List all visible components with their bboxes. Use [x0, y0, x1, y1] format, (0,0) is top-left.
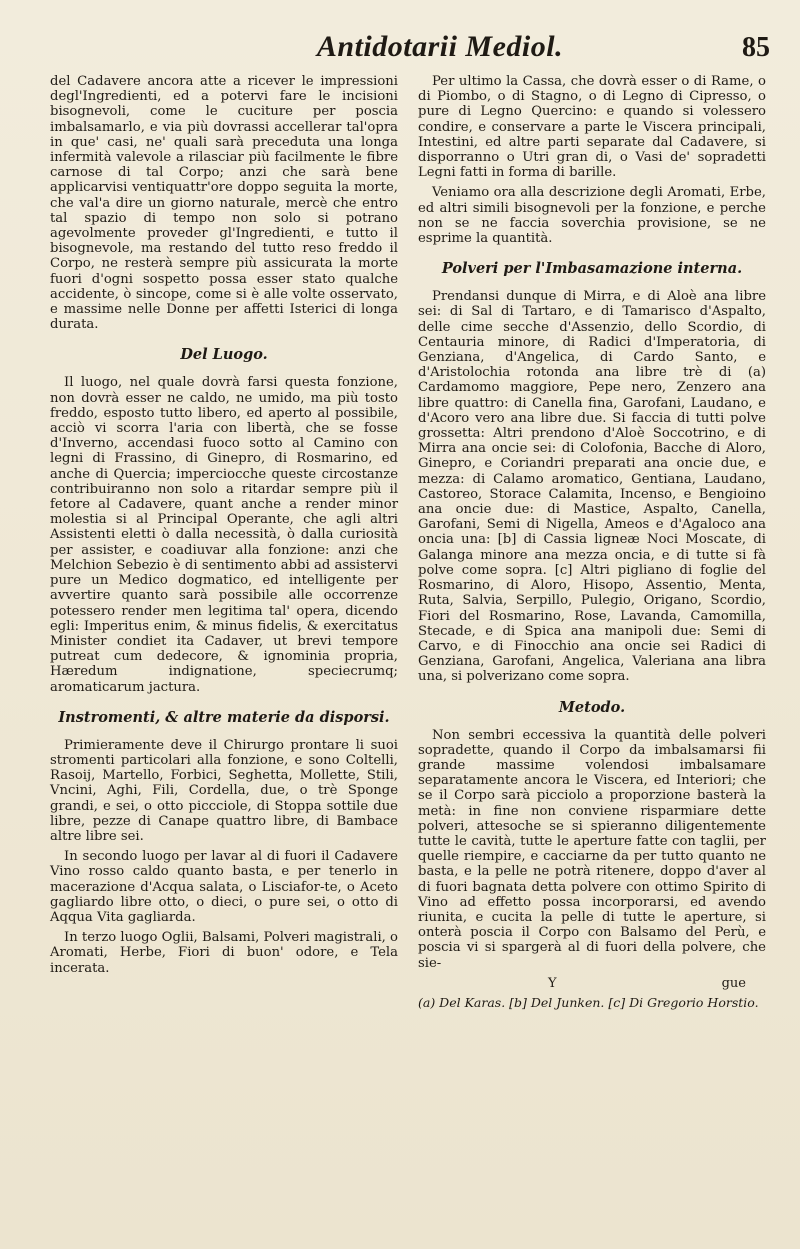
footnotes: (a) Del Karas. [b] Del Junken. [c] Di Gregorio Horstio. — [418, 994, 759, 1010]
section-heading-metodo: Metodo. — [558, 698, 626, 716]
paragraph: Prendansi dunque di Mirra, e di Aloè ana libre sei: di Sal di Tartaro, e di Tamarisco d'Aspalto, delle cime secche d'Assenzio, dello Scordio, di Centauria minore, di Radici d'Imperatoria, di Genziana, d'Angelica, di Cardo Santo, e d'Aristolochia rotonda ana libre trè di (a) Cardamomo maggiore, Pepe nero, Zenzero ana libre quattro: di Canella fina, Garofani, Laudano, e d'Acoro vero ana libre due. Si faccia di tutti polve grossetta: Altri prendono d'Aloè Soccotrino, e di Mirra ana oncie sei: di Colofonia, Bacche di Aloro, Ginepro, e Coriandri preparati ana oncie due, e mezza: di Calamo aromatico, Gentiana, Laudano, Castoreo, Storace Calamita, Incenso, e Bengioino ana oncie due: di Mastice, Aspalto, Canella, Garofani, Semi di Nigella, Ameos e d'Agaloco ana oncia una: [b] di Cassia ligneæ Noci Moscate, di Galanga minore ana mezza oncia, e di tutte si fà polve come sopra. [c] Altri pigliano di foglie del Rosmarino, di Aloro, Hisopo, Assentio, Menta, Ruta, Salvia, Serpillo, Pulegio, Origano, Scordio, Fiori del Rosmarino, Rose, Lavanda, Camomilla, Stecade, e di Spica ana manipoli due: Semi di Carvo, e di Finocchio ana oncie sei Radici di Genziana, Garofani, Angelica, Valeriana ana libra una, si polverizano come sopra. — [418, 289, 766, 685]
paragraph: Primieramente deve il Chirurgo prontare li suoi stromenti particolari alla fonzione, e sono Coltelli, Rasoij, Martello, Forbici, Seghetta, Mollette, Stili, Vncini, Aghi, Fili, Cordella, due, o trè Sponge grandi, e sei, o otto piccciole, di Stoppa sottile due libre, pezze di Canape quattro libre, di Bambace altre libre sei. — [50, 737, 398, 844]
signature-line — [418, 976, 766, 991]
page-number: 85 — [742, 32, 770, 63]
text-columns — [50, 74, 770, 1015]
section-heading-luogo: Del Luogo. — [180, 346, 268, 364]
left-column — [50, 74, 398, 1015]
signature-mark: Y — [548, 975, 557, 991]
paragraph: Il luogo, nel quale dovrà farsi questa fonzione, non dovrà esser ne caldo, ne umido, ma più tosto freddo, esposto tutto libero, ed aperto al possibile, acciò vi scorra l'aria con libertà, che se fosse d'Inverno, accendasi fuoco sotto al Camino con legni di Frassino, di Ginepro, di Rosmarino, ed anche di Quercia; imperciocche queste circostanze contribuiranno non solo a ritardar sempre più il fetore al Cadavere, quant anche a render minor molestia si al Principal Operante, che agli altri Assistenti eletti ò dalla necessità, ò dalla curiosità per assister, e coadiuvar alla fonzione: anzi che Melchion Sebezio è di sentimento abbi ad assistervi pure un Medico dogmatico, ed intelligente per avvertire quanto sarà possibile alle occorrenze potessero render men legitima tal' opera, dicendo egli: Imperitus enim, & minus fidelis, & exercitatus Minister condiet ita Cadaver, ut brevi tempore putreat cum dedecore, & ignominia propria, Hæredum indignatione, speciecrumq; aromaticarum jactura. — [50, 375, 398, 695]
running-head — [50, 30, 770, 74]
catchword: gue — [721, 975, 746, 991]
section-heading-instromenti: Instromenti, & altre materie da disporsi. — [58, 708, 390, 726]
running-title: Antidotarii Mediol. — [316, 30, 564, 63]
paragraph: Non sembri eccessiva la quantità delle polveri sopradette, quando il Corpo da imbalsamarsi fii grande massime volendosi imbalsamare separatamente ancora le Viscera, ed Interiori; che se il Corpo sarà picciolo a proporzione basterà la metà: in fine non conviene risparmiare dette polveri, attesoche se si spieranno diligentemente tutte le cavità, tutte le aperture fatte con taglii, per quelle riempire, e cacciarne da per tutto quanto ne basta, e la pelle ne potrà ritenere, doppo d'aver al di fuori bagnata detta polvere con ottimo Spirito di Vino ad effetto possa incorporarsi, ed avendo riunita, e cucita la pelle di tutte le aperture, si onterà poscia il Corpo con Balsamo del Perù, e poscia vi si spargerà al di fuori della polvere, che sie- — [418, 727, 766, 971]
paragraph: In secondo luogo per lavar al di fuori il Cadavere Vino rosso caldo quanto basta, e per tenerlo in macerazione d'Acqua salata, o Lisciafor-te, o Aceto gagliardo libre otto, o dieci, o pure sei, o otto di Aqqua Vita gagliarda. — [50, 849, 398, 925]
paragraph: Per ultimo la Cassa, che dovrà esser o di Rame, o di Piombo, o di Stagno, o di Legno di Cipresso, o pure di Legno Quercino: e quando si volessero condire, e conservare a parte le Viscera principali, Intestini, ed altre parti separate dal Cadavere, si disporranno o Utri gran di, o Vasi de' sopradetti Legni fatti in forma di barille. — [418, 74, 766, 181]
right-column — [418, 74, 766, 1015]
section-heading-polveri: Polveri per l'Imbasamazione interna. — [441, 260, 743, 278]
paragraph: Veniamo ora alla descrizione degli Aromati, Erbe, ed altri simili bisognevoli per la fonzione, e perche non se ne faccia soverchia provisione, se ne esprime la quantità. — [418, 185, 766, 247]
paragraph: In terzo luogo Oglii, Balsami, Polveri magistrali, o Aromati, Herbe, Fiori di buon' odore, e Tela incerata. — [50, 930, 398, 976]
paragraph: del Cadavere ancora atte a ricever le impressioni degl'Ingredienti, ed a potervi fare le incisioni bisognevoli, come le cuciture per poscia imbalsamarlo, e via più dovrassi accellerar tal'opra in que' casi, ne' quali sarà preceduta una longa infermità valevole a rilasciar più facilmente le fibre carnose di tal Corpo; anzi che sarà bene applicarvisi ventiquattr'ore doppo seguita la morte, che val'a dire un giorno naturale, mercè che entro tal spazio di tempo non solo si potrano agevolmente proveder gl'Ingredienti, e tutto il bisognevole, ma restando del tutto reso freddo il Corpo, ne resterà sempre più assicurata la morte fuori d'ogni sospetto possa esser stato qualche accidente, ò sincope, come si è alle volte osservato, e massime nelle Donne per affetti Isterici di longa durata. — [50, 74, 398, 333]
